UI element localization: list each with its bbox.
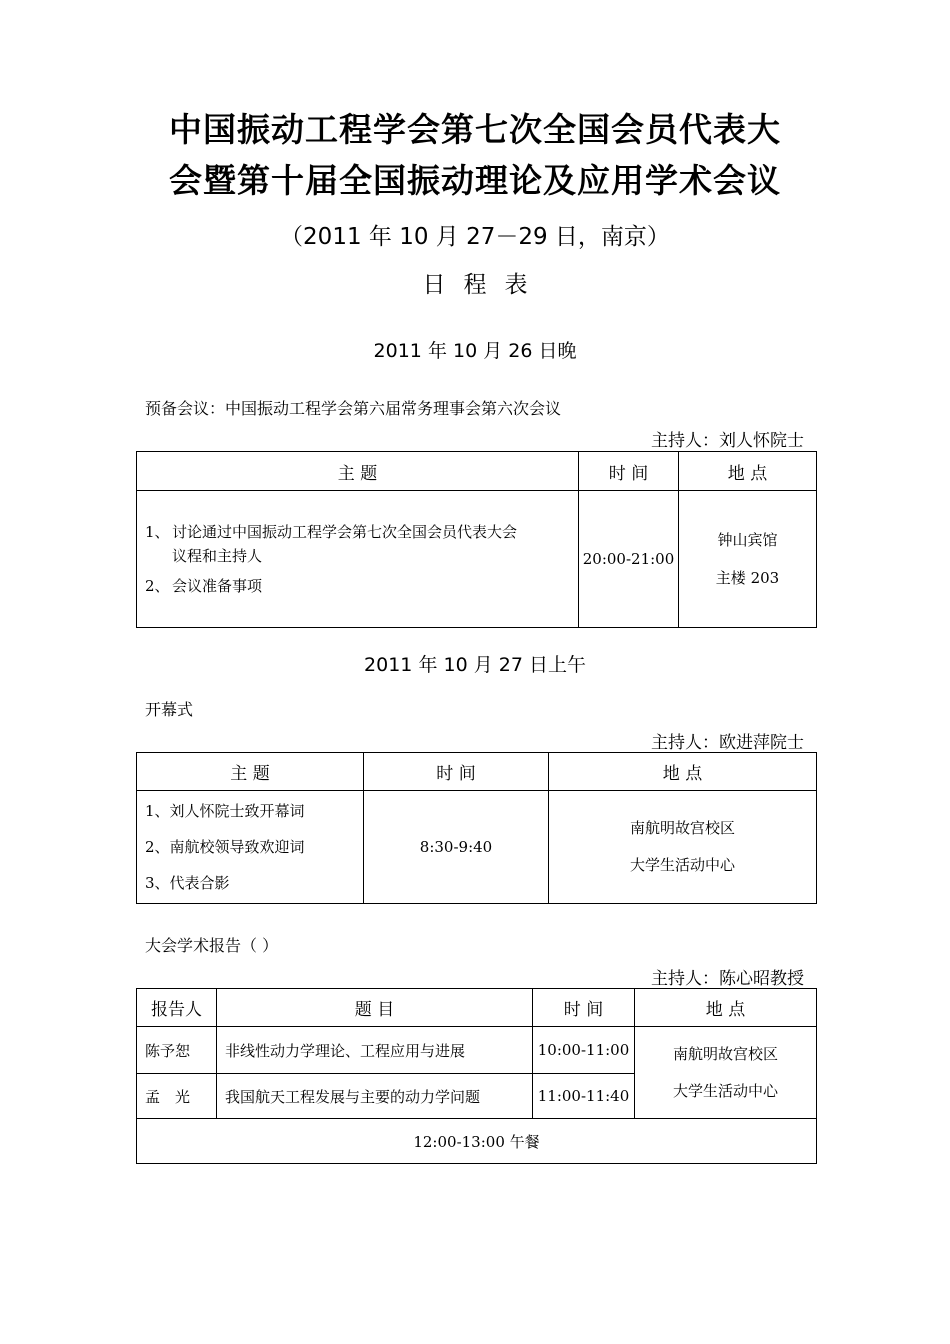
day2-table (136, 752, 817, 904)
day2-host: 主持人：欧进萍院士 (651, 733, 804, 753)
schedule-title: 日程表 (422, 272, 546, 298)
table-row (137, 1119, 817, 1164)
list-item: 1、 讨论通过中国振动工程学会第七次全国会员代表大会 (145, 523, 518, 541)
title-cell: 非线性动力学理论、工程应用与进展 (217, 1027, 533, 1074)
plenary-place-cell (635, 1027, 817, 1119)
header-place: 地 点 (679, 452, 817, 491)
speaker-cell: 孟 光 (137, 1074, 217, 1119)
list-item: 2、 会议准备事项 (145, 577, 263, 595)
day2-topic-cell (137, 791, 364, 904)
list-item: 2、南航校领导致欢迎词 (145, 838, 305, 856)
day2-time: 8:30-9:40 (364, 791, 549, 904)
day1-session-label: 预备会议：中国振动工程学会第六届常务理事会第六次会议 (145, 399, 562, 418)
time-cell: 10:00-11:00 (533, 1027, 635, 1074)
header-topic: 主 题 (137, 753, 364, 791)
day2-place-cell (549, 791, 817, 904)
plenary-table (136, 988, 817, 1164)
title-line-2: 会暨第十届全国振动理论及应用学术会议 (169, 161, 781, 200)
speaker-cell: 陈予恕 (137, 1027, 217, 1074)
plenary-place-line1: 南航明故宫校区 (672, 1044, 778, 1063)
list-item: 1、刘人怀院士致开幕词 (145, 802, 305, 820)
header-topic: 主 题 (137, 452, 579, 491)
day2-place-line1: 南航明故宫校区 (629, 819, 735, 837)
plenary-place-line2: 大学生活动中心 (672, 1081, 778, 1100)
header-time: 时 间 (364, 753, 549, 791)
lunch-cell: 12:00-13:00 午餐 (137, 1119, 817, 1164)
day1-time: 20:00-21:00 (579, 491, 679, 628)
header-place: 地 点 (635, 989, 817, 1027)
header-time: 时 间 (579, 452, 679, 491)
day2-session-label: 开幕式 (145, 700, 194, 719)
day1-place-cell (679, 491, 817, 628)
day1-place-line1: 钟山宾馆 (717, 531, 778, 549)
header-time: 时 间 (533, 989, 635, 1027)
subtitle: （2011 年 10 月 27－29 日，南京） (280, 224, 670, 250)
plenary-host: 主持人：陈心昭教授 (651, 969, 804, 989)
header-title: 题 目 (217, 989, 533, 1027)
day2-heading: 2011 年 10 月 27 日上午 (364, 654, 586, 676)
list-item: 3、代表合影 (145, 874, 230, 892)
header-speaker: 报告人 (137, 989, 217, 1027)
day1-topic-cell (137, 491, 579, 628)
day1-place-line2: 主楼 203 (715, 569, 780, 587)
day1-host: 主持人：刘人怀院士 (651, 431, 804, 451)
day2-place-line2: 大学生活动中心 (629, 856, 735, 874)
header-place: 地 点 (549, 753, 817, 791)
title-line-1: 中国振动工程学会第七次全国会员代表大 (169, 110, 781, 149)
day1-heading: 2011 年 10 月 26 日晚 (373, 340, 577, 362)
time-cell: 11:00-11:40 (533, 1074, 635, 1119)
list-item-continuation: 议程和主持人 (172, 547, 263, 565)
table-row (137, 1027, 817, 1074)
day1-table (136, 451, 817, 628)
title-cell: 我国航天工程发展与主要的动力学问题 (217, 1074, 533, 1119)
plenary-session-label: 大会学术报告（ ） (145, 936, 279, 955)
